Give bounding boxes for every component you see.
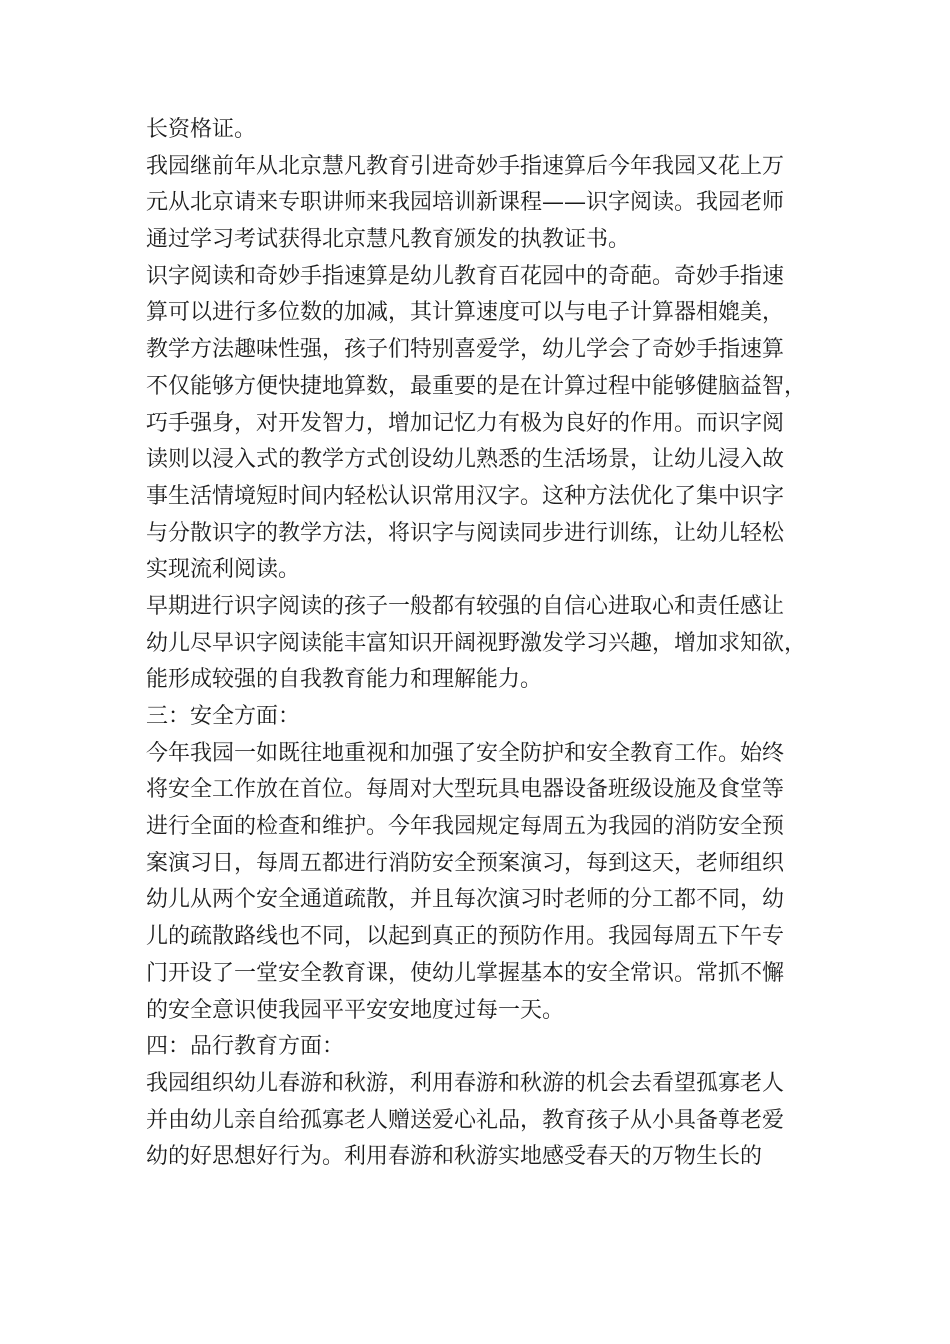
text-line: 元从北京请来专职讲师来我园培训新课程——识字阅读。我园老师 <box>146 190 785 216</box>
text-line: 巧手强身，对开发智力，增加记忆力有极为良好的作用。而识字阅 <box>146 410 785 436</box>
text-line: 早期进行识字阅读的孩子一般都有较强的自信心进取心和责任感让 <box>146 593 785 619</box>
section-heading: 四：品行教育方面： <box>146 1034 345 1060</box>
text-line: 案演习日，每周五都进行消防安全预案演习，每到这天，老师组织 <box>146 850 785 876</box>
text-line: 教学方法趣味性强，孩子们特别喜爱学，幼儿学会了奇妙手指速算 <box>146 337 785 363</box>
text-line: 门开设了一堂安全教育课，使幼儿掌握基本的安全常识。常抓不懈 <box>146 960 785 986</box>
text-line: 能形成较强的自我教育能力和理解能力。 <box>146 667 543 693</box>
text-line: 算可以进行多位数的加减，其计算速度可以与电子计算器相媲美， <box>146 300 785 326</box>
text-line: 通过学习考试获得北京慧凡教育颁发的执教证书。 <box>146 227 631 253</box>
text-line: 今年我园一如既往地重视和加强了安全防护和安全教育工作。始终 <box>146 740 785 766</box>
document-body <box>146 112 826 1176</box>
text-line: 的安全意识使我园平平安安地度过每一天。 <box>146 997 565 1023</box>
text-line: 幼的好思想好行为。利用春游和秋游实地感受春天的万物生长的 <box>146 1144 763 1170</box>
text-line: 与分散识字的教学方法，将识字与阅读同步进行训练，让幼儿轻松 <box>146 520 785 546</box>
text-line: 事生活情境短时间内轻松认识常用汉字。这种方法优化了集中识字 <box>146 483 785 509</box>
text-line: 我园继前年从北京慧凡教育引进奇妙手指速算后今年我园又花上万 <box>146 153 785 179</box>
text-line: 识字阅读和奇妙手指速算是幼儿教育百花园中的奇葩。奇妙手指速 <box>146 263 785 289</box>
text-line: 实现流利阅读。 <box>146 557 301 583</box>
text-line: 读则以浸入式的教学方式创设幼儿熟悉的生活场景，让幼儿浸入故 <box>146 447 785 473</box>
section-heading: 三：安全方面： <box>146 704 301 729</box>
text-line: 不仅能够方便快捷地算数，最重要的是在计算过程中能够健脑益智， <box>146 373 807 399</box>
text-line: 进行全面的检查和维护。今年我园规定每周五为我园的消防安全预 <box>146 814 785 840</box>
text-line: 将安全工作放在首位。每周对大型玩具电器设备班级设施及食堂等 <box>146 777 785 803</box>
text-line: 长资格证。 <box>146 117 257 142</box>
text-line: 并由幼儿亲自给孤寡老人赠送爱心礼品，教育孩子从小具备尊老爱 <box>146 1107 785 1133</box>
text-line: 我园组织幼儿春游和秋游，利用春游和秋游的机会去看望孤寡老人 <box>146 1070 785 1096</box>
text-line: 儿的疏散路线也不同，以起到真正的预防作用。我园每周五下午专 <box>146 924 785 950</box>
text-line: 幼儿尽早识字阅读能丰富知识开阔视野激发学习兴趣，增加求知欲， <box>146 630 807 656</box>
text-line: 幼儿从两个安全通道疏散，并且每次演习时老师的分工都不同，幼 <box>146 887 785 913</box>
